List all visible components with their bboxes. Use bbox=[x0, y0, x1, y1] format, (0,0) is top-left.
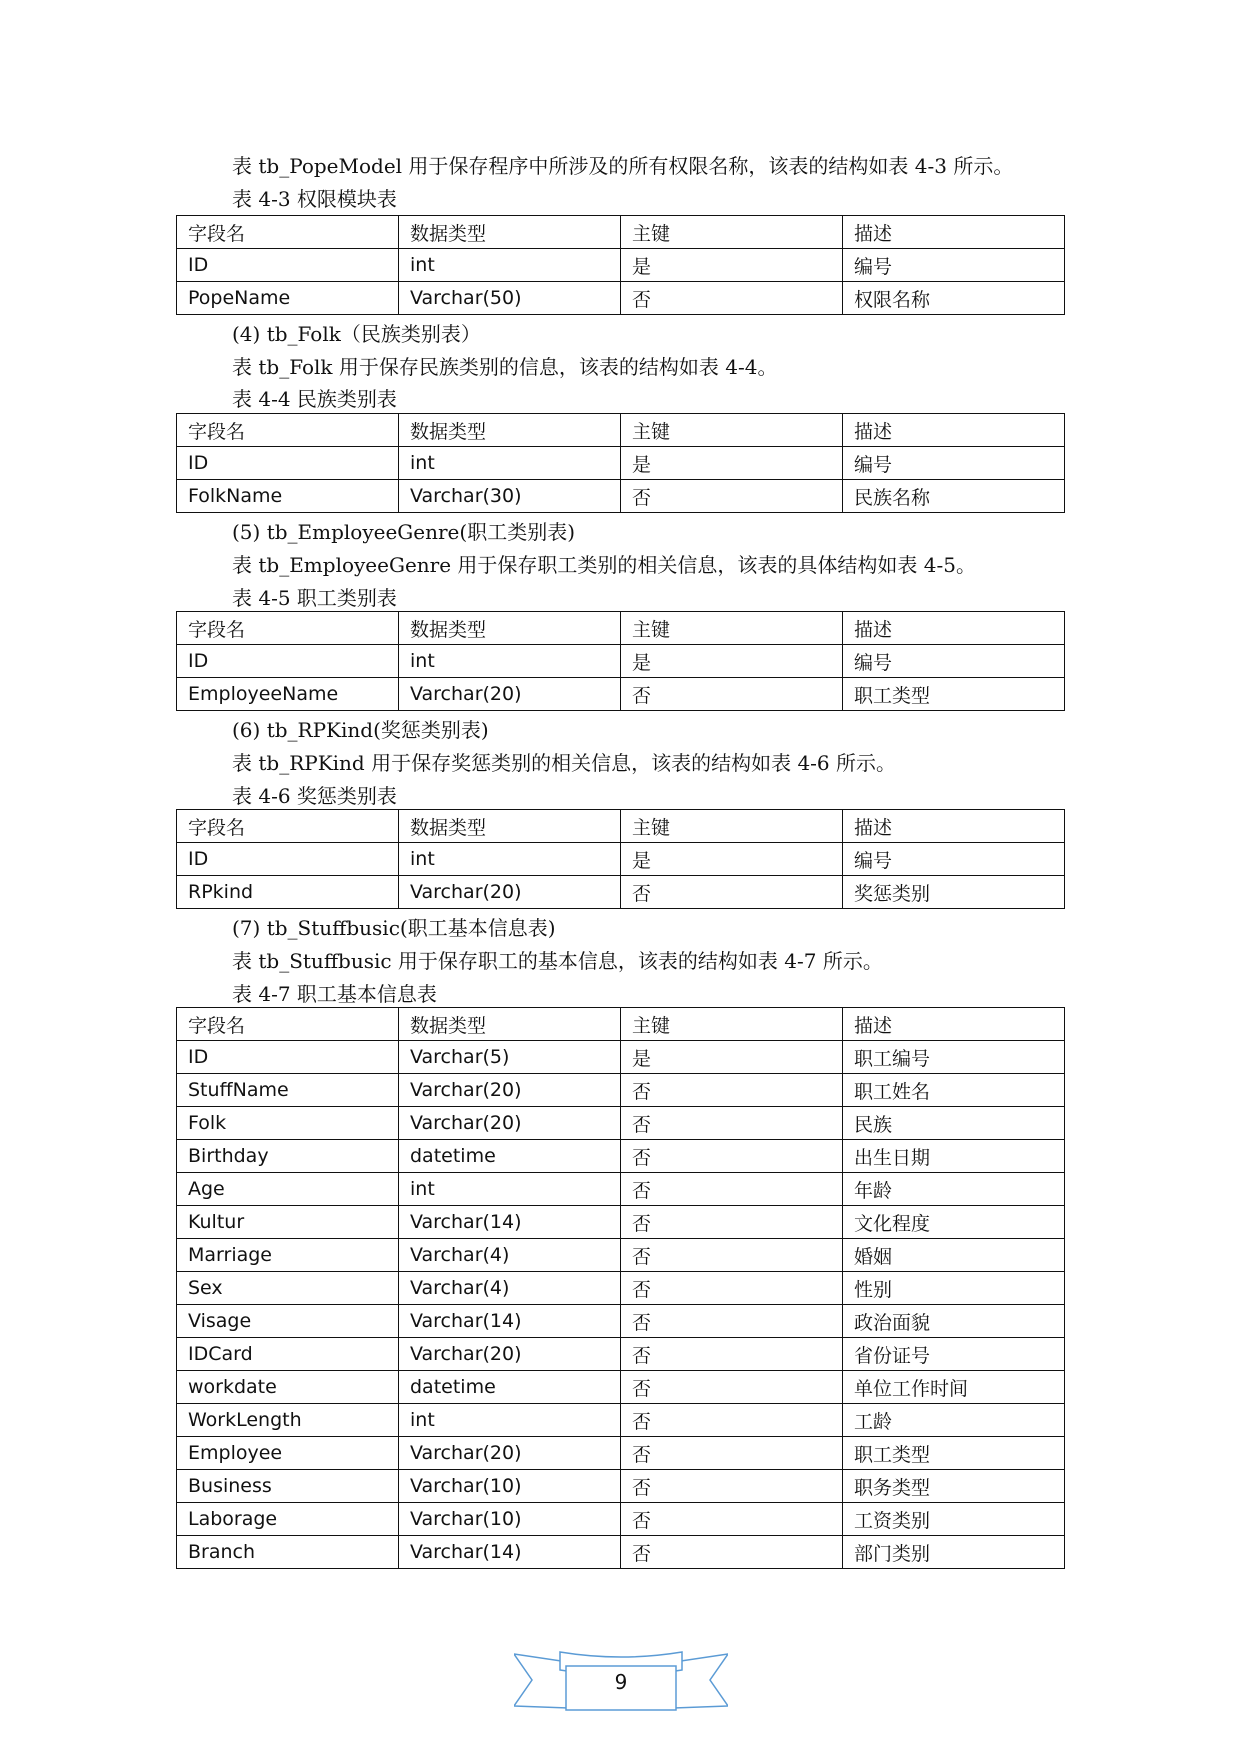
table-caption-4-4: 表 4-4 民族类别表 bbox=[232, 387, 397, 411]
description-cell: 职务类型 bbox=[843, 1470, 1065, 1503]
column-header: 数据类型 bbox=[399, 414, 621, 447]
primary-key-cell: 否 bbox=[621, 1503, 843, 1536]
primary-key-cell: 否 bbox=[621, 1536, 843, 1569]
data-type-cell: int bbox=[399, 1173, 621, 1206]
table-row bbox=[177, 1206, 1065, 1239]
description-cell: 婚姻 bbox=[843, 1239, 1065, 1272]
column-header: 字段名 bbox=[177, 216, 399, 249]
data-type-cell: Varchar(14) bbox=[399, 1305, 621, 1338]
data-type-cell: datetime bbox=[399, 1371, 621, 1404]
field-name-cell: Visage bbox=[177, 1305, 399, 1338]
description-cell: 编号 bbox=[843, 843, 1065, 876]
page-number: 9 bbox=[614, 1670, 628, 1694]
description-cell: 出生日期 bbox=[843, 1140, 1065, 1173]
primary-key-cell: 否 bbox=[621, 1107, 843, 1140]
paragraph-popemodel-intro: 表 tb_PopeModel 用于保存程序中所涉及的所有权限名称，该表的结构如表 4-3 所示。 bbox=[232, 154, 1014, 178]
description-cell: 职工类型 bbox=[843, 1437, 1065, 1470]
field-name-cell: Kultur bbox=[177, 1206, 399, 1239]
section-heading-tb-stuffbusic: (7) tb_Stuffbusic(职工基本信息表) bbox=[232, 916, 556, 940]
column-header: 描述 bbox=[843, 612, 1065, 645]
table-row bbox=[177, 1173, 1065, 1206]
field-name-cell: WorkLength bbox=[177, 1404, 399, 1437]
field-name-cell: PopeName bbox=[177, 282, 399, 315]
data-type-cell: Varchar(20) bbox=[399, 1107, 621, 1140]
primary-key-cell: 是 bbox=[621, 447, 843, 480]
field-name-cell: EmployeeName bbox=[177, 678, 399, 711]
table-header-row bbox=[177, 216, 1065, 249]
data-type-cell: Varchar(10) bbox=[399, 1503, 621, 1536]
table-row bbox=[177, 843, 1065, 876]
description-cell: 权限名称 bbox=[843, 282, 1065, 315]
description-cell: 工资类别 bbox=[843, 1503, 1065, 1536]
data-type-cell: int bbox=[399, 447, 621, 480]
primary-key-cell: 否 bbox=[621, 1437, 843, 1470]
table-row bbox=[177, 678, 1065, 711]
primary-key-cell: 否 bbox=[621, 1206, 843, 1239]
paragraph-employeegenre-intro: 表 tb_EmployeeGenre 用于保存职工类别的相关信息，该表的具体结构如表 4-5。 bbox=[232, 553, 976, 577]
description-cell: 工龄 bbox=[843, 1404, 1065, 1437]
column-header: 主键 bbox=[621, 612, 843, 645]
data-type-cell: int bbox=[399, 249, 621, 282]
primary-key-cell: 否 bbox=[621, 1470, 843, 1503]
description-cell: 民族名称 bbox=[843, 480, 1065, 513]
data-type-cell: int bbox=[399, 843, 621, 876]
primary-key-cell: 否 bbox=[621, 480, 843, 513]
primary-key-cell: 否 bbox=[621, 1173, 843, 1206]
column-header: 主键 bbox=[621, 216, 843, 249]
data-type-cell: Varchar(20) bbox=[399, 678, 621, 711]
table-row bbox=[177, 480, 1065, 513]
data-type-cell: Varchar(4) bbox=[399, 1239, 621, 1272]
table-row bbox=[177, 1437, 1065, 1470]
data-type-cell: Varchar(5) bbox=[399, 1041, 621, 1074]
primary-key-cell: 否 bbox=[621, 1404, 843, 1437]
data-type-cell: Varchar(20) bbox=[399, 1074, 621, 1107]
field-name-cell: Folk bbox=[177, 1107, 399, 1140]
data-type-cell: datetime bbox=[399, 1140, 621, 1173]
column-header: 字段名 bbox=[177, 414, 399, 447]
column-header: 主键 bbox=[621, 810, 843, 843]
field-name-cell: Employee bbox=[177, 1437, 399, 1470]
table-row bbox=[177, 1140, 1065, 1173]
description-cell: 文化程度 bbox=[843, 1206, 1065, 1239]
field-name-cell: Laborage bbox=[177, 1503, 399, 1536]
table-row bbox=[177, 1272, 1065, 1305]
field-name-cell: FolkName bbox=[177, 480, 399, 513]
section-heading-tb-employeegenre: (5) tb_EmployeeGenre(职工类别表) bbox=[232, 520, 575, 544]
description-cell: 部门类别 bbox=[843, 1536, 1065, 1569]
primary-key-cell: 否 bbox=[621, 876, 843, 909]
primary-key-cell: 否 bbox=[621, 678, 843, 711]
description-cell: 编号 bbox=[843, 447, 1065, 480]
field-name-cell: Marriage bbox=[177, 1239, 399, 1272]
field-name-cell: workdate bbox=[177, 1371, 399, 1404]
table-4-4-folk bbox=[176, 413, 1065, 513]
description-cell: 民族 bbox=[843, 1107, 1065, 1140]
field-name-cell: StuffName bbox=[177, 1074, 399, 1107]
column-header: 描述 bbox=[843, 810, 1065, 843]
table-row bbox=[177, 645, 1065, 678]
data-type-cell: Varchar(30) bbox=[399, 480, 621, 513]
table-4-3-popemodel bbox=[176, 215, 1065, 315]
column-header: 描述 bbox=[843, 414, 1065, 447]
data-type-cell: Varchar(20) bbox=[399, 1437, 621, 1470]
table-row bbox=[177, 1305, 1065, 1338]
table-row bbox=[177, 447, 1065, 480]
primary-key-cell: 是 bbox=[621, 843, 843, 876]
table-row bbox=[177, 1107, 1065, 1140]
primary-key-cell: 否 bbox=[621, 282, 843, 315]
primary-key-cell: 否 bbox=[621, 1239, 843, 1272]
column-header: 数据类型 bbox=[399, 810, 621, 843]
field-name-cell: RPkind bbox=[177, 876, 399, 909]
column-header: 字段名 bbox=[177, 1008, 399, 1041]
page-number-ribbon bbox=[514, 1650, 728, 1714]
table-row bbox=[177, 1503, 1065, 1536]
data-type-cell: Varchar(14) bbox=[399, 1536, 621, 1569]
table-4-7-stuffbusic bbox=[176, 1007, 1065, 1569]
paragraph-rpkind-intro: 表 tb_RPKind 用于保存奖惩类别的相关信息，该表的结构如表 4-6 所示。 bbox=[232, 751, 897, 775]
field-name-cell: IDCard bbox=[177, 1338, 399, 1371]
description-cell: 奖惩类别 bbox=[843, 876, 1065, 909]
description-cell: 职工姓名 bbox=[843, 1074, 1065, 1107]
column-header: 数据类型 bbox=[399, 612, 621, 645]
table-header-row bbox=[177, 612, 1065, 645]
primary-key-cell: 否 bbox=[621, 1371, 843, 1404]
data-type-cell: Varchar(20) bbox=[399, 876, 621, 909]
table-row bbox=[177, 1239, 1065, 1272]
paragraph-stuffbusic-intro: 表 tb_Stuffbusic 用于保存职工的基本信息，该表的结构如表 4-7 所示。 bbox=[232, 949, 883, 973]
table-4-6-rpkind bbox=[176, 809, 1065, 909]
description-cell: 编号 bbox=[843, 645, 1065, 678]
table-row bbox=[177, 1404, 1065, 1437]
table-row bbox=[177, 1338, 1065, 1371]
description-cell: 年龄 bbox=[843, 1173, 1065, 1206]
data-type-cell: Varchar(4) bbox=[399, 1272, 621, 1305]
primary-key-cell: 否 bbox=[621, 1272, 843, 1305]
column-header: 数据类型 bbox=[399, 216, 621, 249]
table-caption-4-6: 表 4-6 奖惩类别表 bbox=[232, 784, 397, 808]
table-header-row bbox=[177, 1008, 1065, 1041]
description-cell: 性别 bbox=[843, 1272, 1065, 1305]
table-caption-4-3: 表 4-3 权限模块表 bbox=[232, 187, 397, 211]
column-header: 数据类型 bbox=[399, 1008, 621, 1041]
column-header: 字段名 bbox=[177, 810, 399, 843]
data-type-cell: Varchar(20) bbox=[399, 1338, 621, 1371]
primary-key-cell: 否 bbox=[621, 1305, 843, 1338]
table-header-row bbox=[177, 414, 1065, 447]
table-row bbox=[177, 1371, 1065, 1404]
column-header: 字段名 bbox=[177, 612, 399, 645]
field-name-cell: Branch bbox=[177, 1536, 399, 1569]
field-name-cell: ID bbox=[177, 249, 399, 282]
table-row bbox=[177, 1074, 1065, 1107]
data-type-cell: Varchar(14) bbox=[399, 1206, 621, 1239]
description-cell: 省份证号 bbox=[843, 1338, 1065, 1371]
field-name-cell: ID bbox=[177, 447, 399, 480]
table-header-row bbox=[177, 810, 1065, 843]
table-row bbox=[177, 876, 1065, 909]
data-type-cell: int bbox=[399, 645, 621, 678]
table-row bbox=[177, 282, 1065, 315]
field-name-cell: Business bbox=[177, 1470, 399, 1503]
column-header: 主键 bbox=[621, 1008, 843, 1041]
primary-key-cell: 是 bbox=[621, 249, 843, 282]
data-type-cell: Varchar(10) bbox=[399, 1470, 621, 1503]
field-name-cell: ID bbox=[177, 1041, 399, 1074]
field-name-cell: Birthday bbox=[177, 1140, 399, 1173]
description-cell: 政治面貌 bbox=[843, 1305, 1065, 1338]
primary-key-cell: 是 bbox=[621, 1041, 843, 1074]
table-caption-4-7: 表 4-7 职工基本信息表 bbox=[232, 982, 437, 1006]
primary-key-cell: 是 bbox=[621, 645, 843, 678]
data-type-cell: Varchar(50) bbox=[399, 282, 621, 315]
table-row bbox=[177, 1470, 1065, 1503]
table-row bbox=[177, 1536, 1065, 1569]
description-cell: 编号 bbox=[843, 249, 1065, 282]
description-cell: 职工类型 bbox=[843, 678, 1065, 711]
primary-key-cell: 否 bbox=[621, 1074, 843, 1107]
field-name-cell: Age bbox=[177, 1173, 399, 1206]
column-header: 描述 bbox=[843, 1008, 1065, 1041]
field-name-cell: ID bbox=[177, 645, 399, 678]
table-4-5-employeegenre bbox=[176, 611, 1065, 711]
description-cell: 单位工作时间 bbox=[843, 1371, 1065, 1404]
paragraph-folk-intro: 表 tb_Folk 用于保存民族类别的信息，该表的结构如表 4-4。 bbox=[232, 355, 778, 379]
data-type-cell: int bbox=[399, 1404, 621, 1437]
section-heading-tb-rpkind: (6) tb_RPKind(奖惩类别表) bbox=[232, 718, 489, 742]
description-cell: 职工编号 bbox=[843, 1041, 1065, 1074]
field-name-cell: Sex bbox=[177, 1272, 399, 1305]
primary-key-cell: 否 bbox=[621, 1338, 843, 1371]
section-heading-tb-folk: (4) tb_Folk（民族类别表） bbox=[232, 322, 481, 346]
table-row bbox=[177, 1041, 1065, 1074]
table-row bbox=[177, 249, 1065, 282]
table-caption-4-5: 表 4-5 职工类别表 bbox=[232, 586, 397, 610]
column-header: 描述 bbox=[843, 216, 1065, 249]
field-name-cell: ID bbox=[177, 843, 399, 876]
primary-key-cell: 否 bbox=[621, 1140, 843, 1173]
column-header: 主键 bbox=[621, 414, 843, 447]
